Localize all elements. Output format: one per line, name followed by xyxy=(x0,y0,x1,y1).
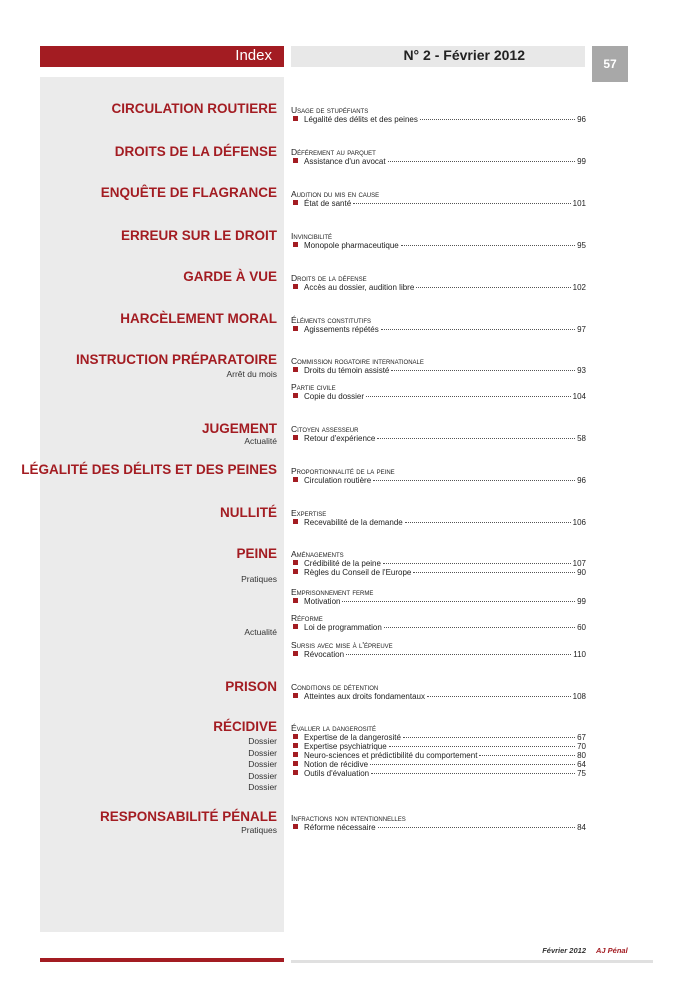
category-sub-label: Dossier xyxy=(248,759,277,769)
index-entry[interactable] xyxy=(291,769,586,778)
bullet-icon xyxy=(293,752,298,757)
category-sub-label: Arrêt du mois xyxy=(226,369,277,379)
index-entry[interactable] xyxy=(291,623,586,632)
entry-title: Légalité des délits et des peines xyxy=(304,115,418,124)
entry-title: Expertise psychiatrique xyxy=(304,742,387,751)
index-section xyxy=(291,382,586,401)
entry-page: 58 xyxy=(577,434,586,443)
entry-title: Copie du dossier xyxy=(304,392,365,401)
entry-page: 64 xyxy=(577,760,586,769)
section-heading: Emprisonnement ferme xyxy=(291,587,374,597)
index-entry[interactable] xyxy=(291,823,586,832)
category-sub-label: Actualité xyxy=(244,627,277,637)
index-entry[interactable] xyxy=(291,742,586,751)
index-section xyxy=(291,682,586,701)
category-nullite: NULLITÉ xyxy=(220,505,277,520)
index-entry[interactable] xyxy=(291,568,586,577)
entry-title: Agissements répétés xyxy=(304,325,379,334)
index-section xyxy=(291,189,586,208)
index-entry[interactable] xyxy=(291,366,586,375)
index-section xyxy=(291,273,586,292)
header-section-title: Index xyxy=(235,47,272,64)
category-droits-de-la-defense: DROITS DE LA DÉFENSE xyxy=(114,144,277,159)
section-heading: Sursis avec mise à l'épreuve xyxy=(291,640,393,650)
index-entry[interactable] xyxy=(291,434,586,443)
entry-page: 93 xyxy=(577,366,586,375)
category-harcelement-moral: HARCÈLEMENT MORAL xyxy=(120,311,277,326)
section-heading: Infractions non intentionnelles xyxy=(291,813,406,823)
entry-page: 106 xyxy=(572,518,586,527)
index-entry[interactable] xyxy=(291,751,586,760)
entry-page: 96 xyxy=(577,476,586,485)
section-heading: Déférement au parquet xyxy=(291,147,376,157)
category-garde-a-vue: GARDE À VUE xyxy=(183,269,277,284)
bullet-icon xyxy=(293,743,298,748)
entry-title: Retour d'expérience xyxy=(304,434,376,443)
index-section xyxy=(291,813,586,832)
section-heading: Usage de stupéfiants xyxy=(291,105,369,115)
section-heading: Invincibilité xyxy=(291,231,333,241)
category-sub-label: Pratiques xyxy=(241,825,277,835)
entry-page: 102 xyxy=(572,283,586,292)
entry-page: 107 xyxy=(572,559,586,568)
entry-page: 97 xyxy=(577,325,586,334)
index-entry[interactable] xyxy=(291,325,586,334)
entry-page: 99 xyxy=(577,597,586,606)
entry-page: 101 xyxy=(572,199,586,208)
entry-title: Atteintes aux droits fondamentaux xyxy=(304,692,425,701)
entry-title: Règles du Conseil de l'Europe xyxy=(304,568,412,577)
category-sub-label: Dossier xyxy=(248,748,277,758)
entry-title: Droits du témoin assisté xyxy=(304,366,390,375)
entry-page: 104 xyxy=(572,392,586,401)
index-entry[interactable] xyxy=(291,692,586,701)
entry-title: Révocation xyxy=(304,650,345,659)
bullet-icon xyxy=(293,560,298,565)
section-heading: Conditions de détention xyxy=(291,682,379,692)
header-issue-bar xyxy=(291,46,585,67)
bullet-icon xyxy=(293,158,298,163)
category-jugement: JUGEMENT xyxy=(201,421,277,436)
bullet-icon xyxy=(293,367,298,372)
section-heading: Aménagements xyxy=(291,549,344,559)
index-entry[interactable] xyxy=(291,241,586,250)
index-entry[interactable] xyxy=(291,518,586,527)
bullet-icon xyxy=(293,770,298,775)
entry-title: Outils d'évaluation xyxy=(304,769,370,778)
bullet-icon xyxy=(293,734,298,739)
bullet-icon xyxy=(293,326,298,331)
section-heading: Évaluer la dangerosité xyxy=(291,723,376,733)
index-section xyxy=(291,640,586,659)
entry-title: Réforme nécessaire xyxy=(304,823,376,832)
entry-title: Accès au dossier, audition libre xyxy=(304,283,415,292)
bullet-icon xyxy=(293,569,298,574)
index-entry[interactable] xyxy=(291,650,586,659)
category-legalite-des-delits: LÉGALITÉ DES DÉLITS ET DES PEINES xyxy=(21,462,277,477)
entry-title: Assistance d'un avocat xyxy=(304,157,386,166)
index-section xyxy=(291,231,586,250)
entry-page: 110 xyxy=(573,650,586,659)
entry-title: Crédibilité de la peine xyxy=(304,559,381,568)
entry-page: 99 xyxy=(577,157,586,166)
bullet-icon xyxy=(293,435,298,440)
category-responsabilite-penale: RESPONSABILITÉ PÉNALE xyxy=(99,809,277,824)
footer-accent-bar xyxy=(40,958,284,962)
section-heading: Droits de la défense xyxy=(291,273,367,283)
index-section xyxy=(291,723,586,778)
category-sub-label: Dossier xyxy=(248,782,277,792)
index-section xyxy=(291,613,586,632)
index-entry[interactable] xyxy=(291,476,586,485)
bullet-icon xyxy=(293,519,298,524)
category-erreur-sur-le-droit: ERREUR SUR LE DROIT xyxy=(120,228,277,243)
index-section xyxy=(291,466,586,485)
section-heading: Proportionnalité de la peine xyxy=(291,466,395,476)
header-section-bar xyxy=(40,46,284,67)
bullet-icon xyxy=(293,651,298,656)
entry-title: Notion de récidive xyxy=(304,760,369,769)
entry-page: 80 xyxy=(577,751,586,760)
footer-divider xyxy=(291,960,653,963)
page-number: 57 xyxy=(592,46,628,82)
entry-title: État de santé xyxy=(304,199,352,208)
section-heading: Réforme xyxy=(291,613,323,623)
index-entry[interactable] xyxy=(291,392,586,401)
bullet-icon xyxy=(293,393,298,398)
section-heading: Citoyen assesseur xyxy=(291,424,359,434)
footer-date: Février 2012 xyxy=(542,946,586,955)
bullet-icon xyxy=(293,824,298,829)
bullet-icon xyxy=(293,693,298,698)
category-sub-label: Dossier xyxy=(248,771,277,781)
entry-title: Monopole pharmaceutique xyxy=(304,241,399,250)
index-section xyxy=(291,549,586,577)
entry-page: 70 xyxy=(577,742,586,751)
section-heading: Expertise xyxy=(291,508,327,518)
index-entry[interactable] xyxy=(291,760,586,769)
entry-page: 108 xyxy=(572,692,586,701)
entry-page: 96 xyxy=(577,115,586,124)
section-heading: Éléments constitutifs xyxy=(291,315,372,325)
index-entry[interactable] xyxy=(291,597,586,606)
index-entry[interactable] xyxy=(291,733,586,742)
entry-page: 95 xyxy=(577,241,586,250)
footer-brand: AJ Pénal xyxy=(596,946,628,955)
index-entry[interactable] xyxy=(291,559,586,568)
entry-title: Expertise de la dangerosité xyxy=(304,733,401,742)
header-issue: N° 2 - Février 2012 xyxy=(403,47,525,63)
category-peine: PEINE xyxy=(236,546,277,561)
category-sub-label: Actualité xyxy=(244,436,277,446)
entry-page: 60 xyxy=(577,623,586,632)
category-recidive: RÉCIDIVE xyxy=(213,719,277,734)
index-section xyxy=(291,508,586,527)
entry-page: 90 xyxy=(577,568,586,577)
bullet-icon xyxy=(293,116,298,121)
bullet-icon xyxy=(293,761,298,766)
section-heading: Audition du mis en cause xyxy=(291,189,380,199)
entry-title: Neuro-sciences et prédictibilité du comportement xyxy=(304,751,478,760)
index-entry[interactable] xyxy=(291,157,586,166)
category-prison: PRISON xyxy=(225,679,277,694)
bullet-icon xyxy=(293,242,298,247)
entry-page: 67 xyxy=(577,733,586,742)
entry-page: 84 xyxy=(577,823,586,832)
section-heading: Partie civile xyxy=(291,382,336,392)
index-section xyxy=(291,424,586,443)
bullet-icon xyxy=(293,477,298,482)
entry-title: Circulation routière xyxy=(304,476,372,485)
index-section xyxy=(291,147,586,166)
category-sub-label: Dossier xyxy=(248,736,277,746)
index-entry[interactable] xyxy=(291,199,586,208)
bullet-icon xyxy=(293,598,298,603)
index-entry[interactable] xyxy=(291,283,586,292)
entry-page: 75 xyxy=(577,769,586,778)
index-entry[interactable] xyxy=(291,115,586,124)
category-enquete-de-flagrance: ENQUÊTE DE FLAGRANCE xyxy=(100,185,277,200)
bullet-icon xyxy=(293,624,298,629)
category-circulation-routiere: CIRCULATION ROUTIERE xyxy=(111,101,277,116)
category-sub-label: Pratiques xyxy=(241,574,277,584)
index-section xyxy=(291,105,586,124)
bullet-icon xyxy=(293,284,298,289)
index-section xyxy=(291,315,586,334)
category-instruction-preparatoire: INSTRUCTION PRÉPARATOIRE xyxy=(75,352,277,367)
section-heading: Commission rogatoire internationale xyxy=(291,356,424,366)
bullet-icon xyxy=(293,200,298,205)
index-section xyxy=(291,587,586,606)
entry-title: Motivation xyxy=(304,597,341,606)
index-section xyxy=(291,356,586,375)
entry-title: Recevabilité de la demande xyxy=(304,518,403,527)
entry-title: Loi de programmation xyxy=(304,623,382,632)
